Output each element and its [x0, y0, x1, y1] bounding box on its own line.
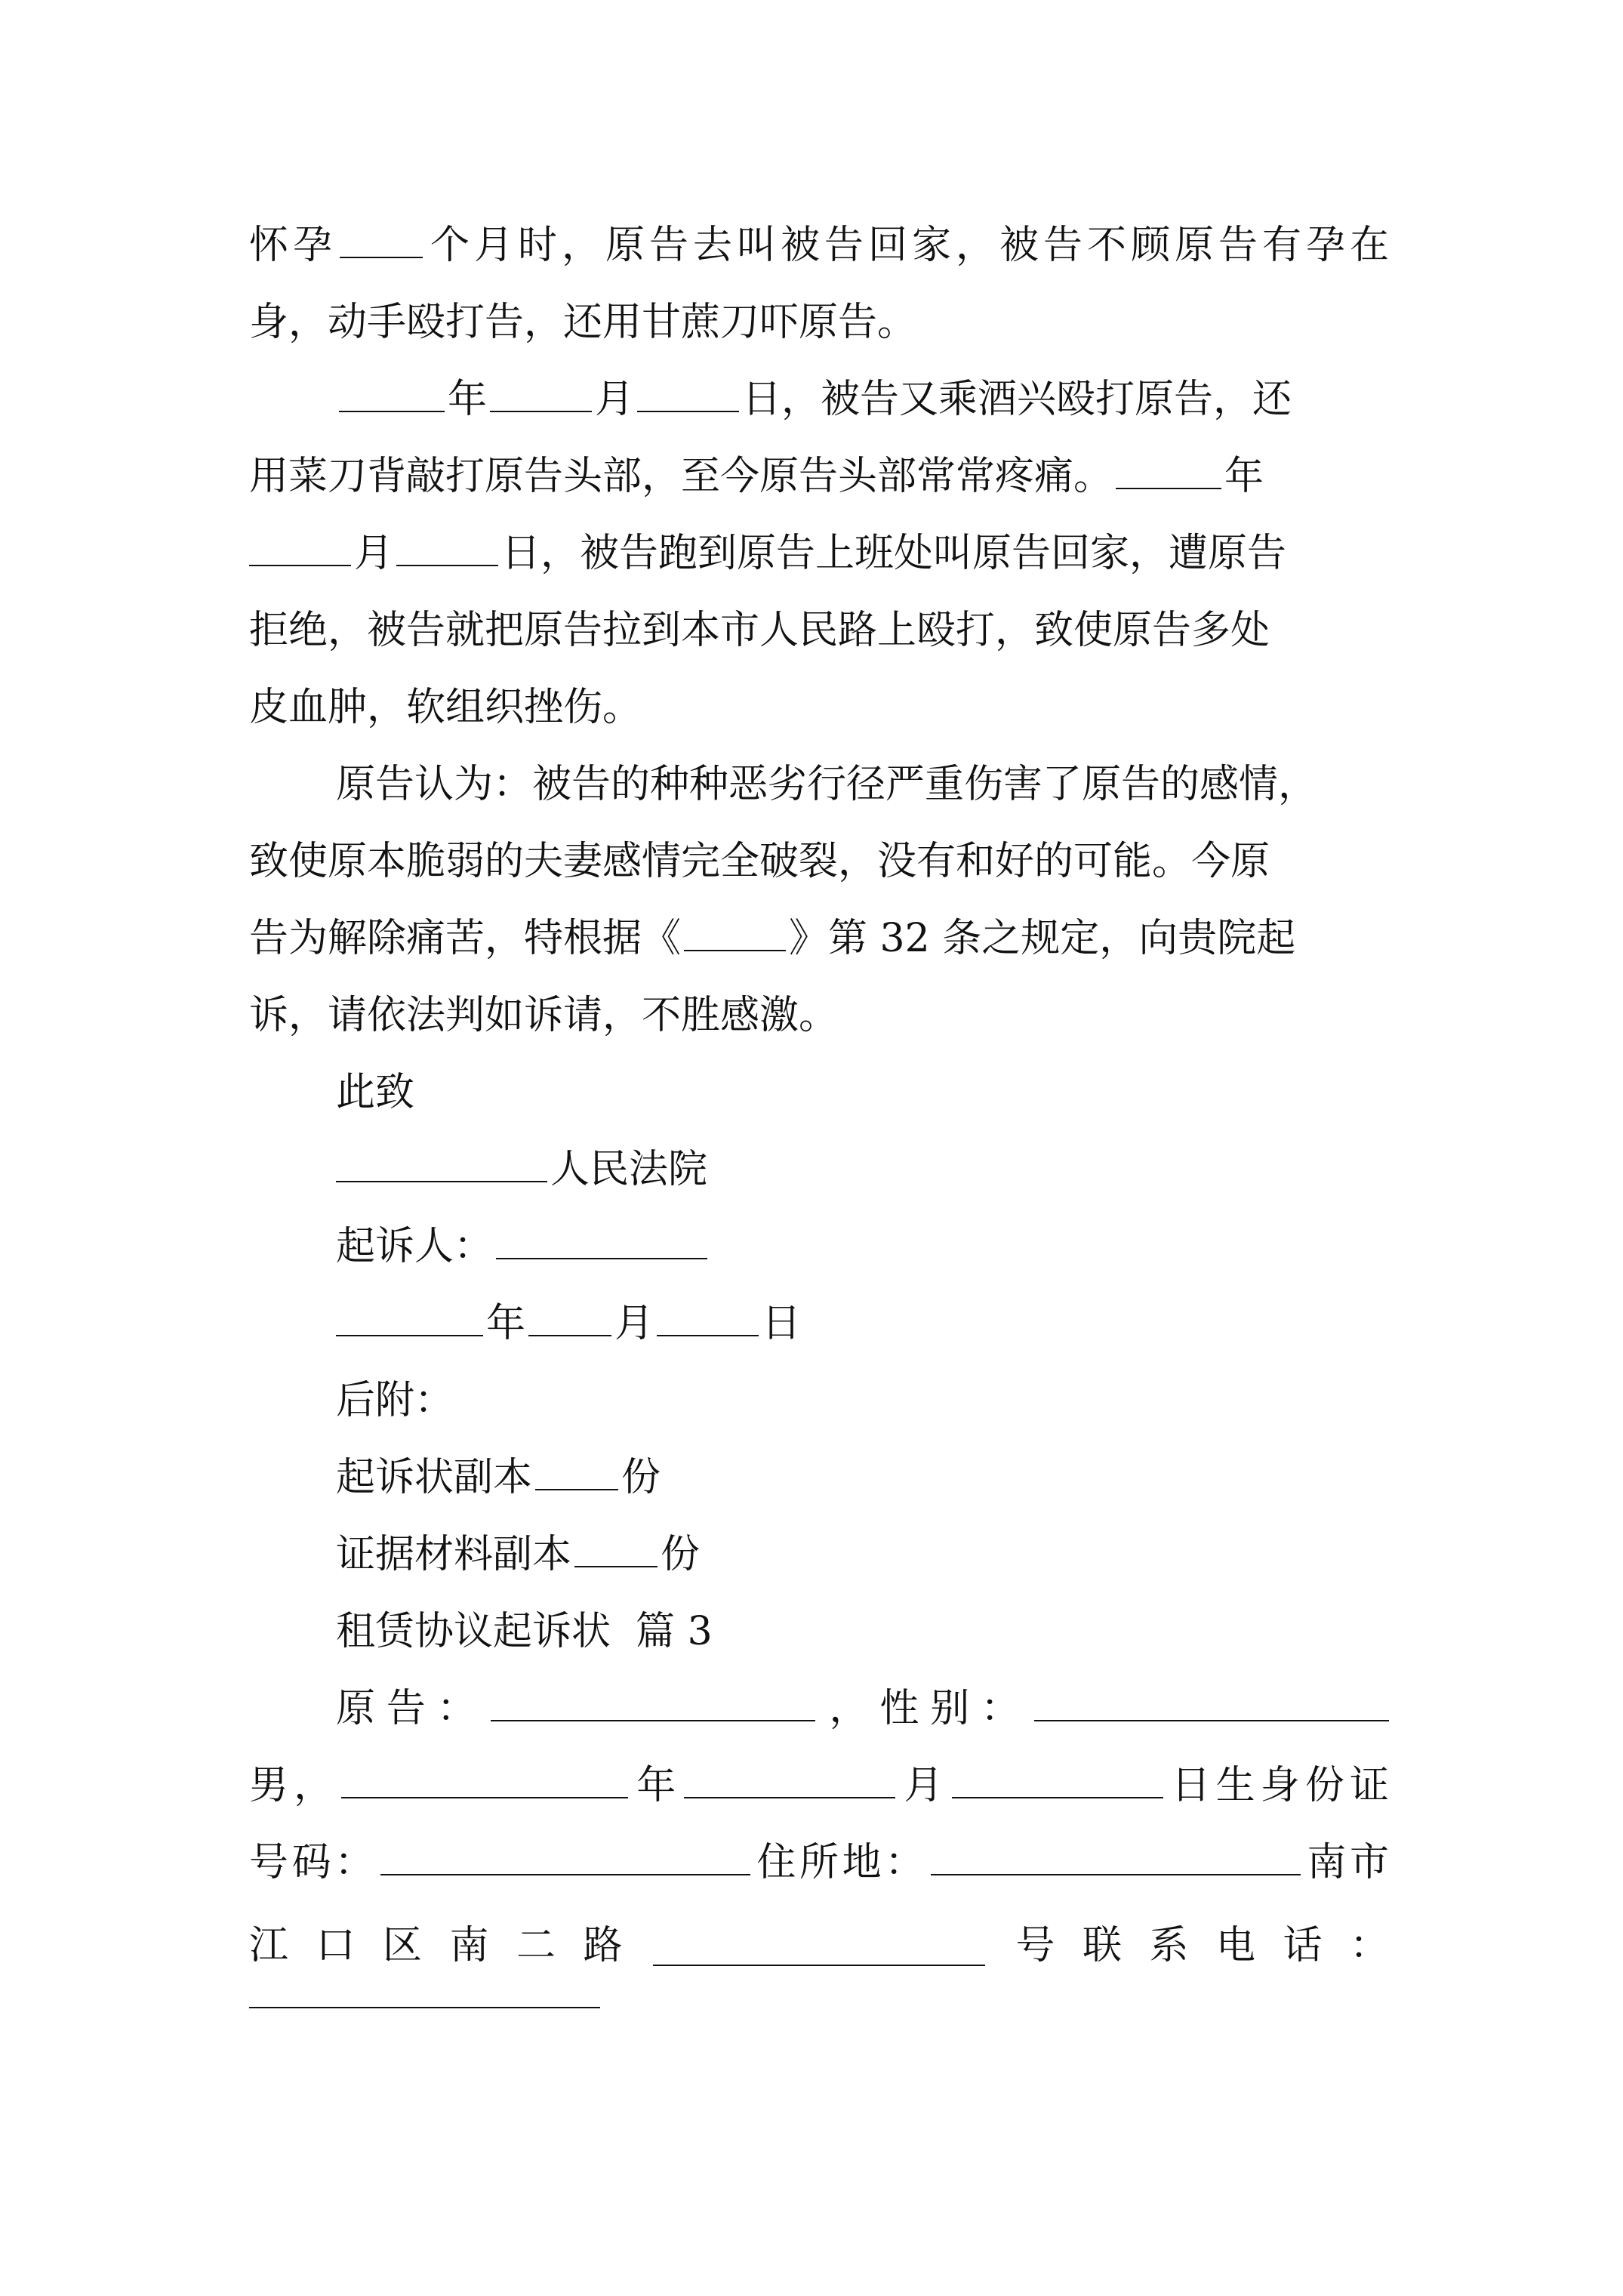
- text: 原告认为：被告的种种恶劣行径严重伤害了原告的感情，: [336, 762, 1318, 807]
- fill-blank: [637, 371, 739, 412]
- text-line: [249, 213, 1389, 290]
- text: 证据材料副本: [336, 1532, 572, 1577]
- date-line: [249, 1291, 1389, 1368]
- char: ：: [1349, 1923, 1389, 1968]
- text: 人民法院: [550, 1147, 708, 1192]
- text-line: [249, 598, 1389, 675]
- text-line: [249, 367, 1389, 444]
- char: 电: [1215, 1923, 1255, 1968]
- text-line: [249, 521, 1389, 598]
- fill-blank: [339, 371, 445, 412]
- text: 号码：: [249, 1840, 377, 1885]
- text: 年: [1224, 454, 1264, 499]
- text-line: [249, 829, 1389, 906]
- fill-blank: [336, 1142, 547, 1182]
- fill-blank: [528, 1296, 611, 1336]
- char: 话: [1283, 1923, 1323, 1968]
- fill-blank: [340, 217, 423, 258]
- char: 口: [316, 1923, 356, 1968]
- text: 此致: [336, 1070, 415, 1115]
- char: 南: [449, 1923, 489, 1968]
- text: 月: [898, 1763, 949, 1808]
- text-line: [249, 1830, 1389, 1907]
- text: 份: [661, 1532, 701, 1577]
- fill-blank: [380, 1835, 750, 1875]
- text: 拒绝，被告就把原告拉到本市人民路上殴打，致使原告多处: [249, 608, 1270, 653]
- text: 后附：: [336, 1378, 454, 1423]
- text-line: [249, 983, 1389, 1060]
- fill-blank: [684, 1758, 895, 1798]
- attachment-item: [249, 1445, 1389, 1522]
- text: 年: [486, 1301, 526, 1346]
- text-line: [249, 675, 1389, 752]
- fill-blank: [931, 1835, 1301, 1875]
- fill-blank: [657, 1296, 759, 1336]
- fill-blank: [490, 371, 592, 412]
- char: 联: [1082, 1923, 1122, 1968]
- text: 怀孕: [249, 223, 337, 268]
- fill-blank: [684, 911, 786, 951]
- text: 月: [614, 1301, 654, 1346]
- char: 路: [583, 1923, 623, 1968]
- fill-blank: [1116, 448, 1221, 489]
- salutation: [249, 1060, 1389, 1137]
- court-line: [249, 1137, 1389, 1214]
- attachment-item: [249, 1522, 1389, 1599]
- text-line: [249, 444, 1389, 521]
- text: 份: [621, 1455, 661, 1500]
- text: 告为解除痛苦，特根据《: [249, 916, 682, 961]
- text: 日，被告跑到原告上班处叫原告回家，遭原告: [501, 531, 1287, 576]
- text: 年: [631, 1763, 682, 1808]
- document-page: [249, 213, 1389, 2008]
- char: 号: [1015, 1923, 1055, 1968]
- text: 南市: [1303, 1840, 1389, 1885]
- text: ，性别：: [818, 1686, 1031, 1731]
- text: 日: [762, 1301, 802, 1346]
- char: 系: [1149, 1923, 1189, 1968]
- text-line: [249, 1753, 1389, 1830]
- text-line: [249, 1907, 1389, 1984]
- plaintiff-signature-line: [249, 1214, 1389, 1291]
- text: 住所地：: [753, 1840, 928, 1885]
- text: 个月时，原告去叫被告回家，被告不顾原告有孕在: [426, 223, 1389, 268]
- text: 原告：: [336, 1686, 488, 1731]
- text-line: [249, 1676, 1389, 1753]
- text: 日生身份证: [1166, 1763, 1389, 1808]
- text: 起诉人：: [336, 1224, 494, 1269]
- fill-blank: [249, 2007, 600, 2008]
- char: 二: [516, 1923, 556, 1968]
- fill-blank: [653, 1925, 985, 1966]
- fill-blank: [535, 1450, 618, 1490]
- text: 起诉状副本: [336, 1455, 533, 1500]
- fill-blank: [574, 1527, 658, 1567]
- text-line: [249, 906, 1389, 983]
- text: 男，: [249, 1763, 339, 1808]
- fill-blank: [341, 1758, 628, 1798]
- fill-blank: [249, 525, 351, 566]
- text: 日，被告又乘酒兴殴打原告，还: [742, 377, 1292, 422]
- char: 区: [383, 1923, 423, 1968]
- text: 》第 32 条之规定，向贵院起: [789, 916, 1296, 961]
- text: 身，动手殴打告，还用甘蔗刀吓原告。: [249, 300, 917, 345]
- text: 皮血肿，软组织挫伤。: [249, 685, 642, 730]
- fill-blank: [396, 525, 498, 566]
- fill-blank: [496, 1219, 707, 1259]
- fill-blank: [1034, 1681, 1389, 1721]
- text: 用菜刀背敲打原告头部，至今原告头部常常疼痛。: [249, 454, 1113, 499]
- fill-blank: [952, 1758, 1163, 1798]
- text-line: [249, 752, 1389, 829]
- text: 致使原本脆弱的夫妻感情完全破裂，没有和好的可能。今原: [249, 839, 1270, 884]
- text: 租赁协议起诉状 篇 3: [336, 1609, 713, 1654]
- char: 江: [249, 1923, 289, 1968]
- fill-blank: [336, 1296, 483, 1336]
- section-heading: [249, 1599, 1389, 1676]
- text: 月: [595, 377, 635, 422]
- text: 诉，请依法判如诉请，不胜感激。: [249, 993, 839, 1038]
- attachments-heading: [249, 1368, 1389, 1445]
- fill-blank: [491, 1681, 815, 1721]
- text: 月: [354, 531, 394, 576]
- text: 年: [448, 377, 488, 422]
- text-line: [249, 290, 1389, 367]
